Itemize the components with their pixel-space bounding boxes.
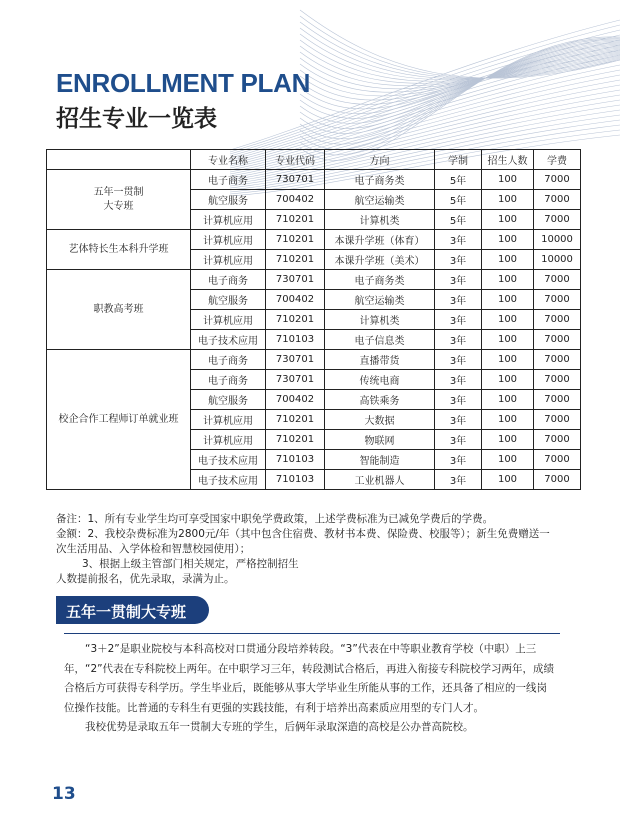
table-cell: 计算机应用 (191, 310, 266, 330)
table-cell: 7000 (534, 310, 581, 330)
table-cell: 计算机类 (325, 210, 435, 230)
table-cell: 730701 (266, 350, 325, 370)
table-cell: 7000 (534, 470, 581, 490)
table-body (47, 170, 581, 490)
table-cell: 730701 (266, 370, 325, 390)
section-divider (64, 633, 560, 634)
header-cell: 学制 (435, 150, 482, 170)
notes-block (56, 512, 556, 587)
table-cell: 100 (482, 330, 534, 350)
table-cell: 7000 (534, 390, 581, 410)
table-cell: 730701 (266, 170, 325, 190)
header-cell: 学费 (534, 150, 581, 170)
page-title-english: ENROLLMENT PLAN (56, 68, 311, 98)
table-row (47, 170, 581, 190)
table-cell: 710103 (266, 330, 325, 350)
table-cell: 3年 (435, 350, 482, 370)
table-cell: 电子技术应用 (191, 470, 266, 490)
table-cell: 航空服务 (191, 390, 266, 410)
table-cell: 3年 (435, 450, 482, 470)
table-cell: 电子商务 (191, 270, 266, 290)
header-cell: 方向 (325, 150, 435, 170)
class-group-cell: 艺体特长生本科升学班 (47, 230, 191, 270)
table-cell: 电子商务类 (325, 270, 435, 290)
table-cell: 计算机应用 (191, 410, 266, 430)
table-cell: 710201 (266, 430, 325, 450)
table-cell: 100 (482, 310, 534, 330)
table-cell: 电子技术应用 (191, 330, 266, 350)
table-cell: 计算机应用 (191, 230, 266, 250)
table-cell: 100 (482, 190, 534, 210)
header-cell: 专业代码 (266, 150, 325, 170)
table-cell: 100 (482, 270, 534, 290)
class-group-cell: 五年一贯制 大专班 (47, 170, 191, 230)
table-cell: 700402 (266, 290, 325, 310)
class-group-cell: 职教高考班 (47, 270, 191, 350)
table-cell: 710201 (266, 230, 325, 250)
table-cell: 710201 (266, 210, 325, 230)
table-cell: 5年 (435, 210, 482, 230)
table-cell: 100 (482, 250, 534, 270)
table-cell: 100 (482, 370, 534, 390)
table-row (47, 350, 581, 370)
table-cell: 710201 (266, 250, 325, 270)
table-cell: 100 (482, 230, 534, 250)
class-group-cell: 校企合作工程师订单就业班 (47, 350, 191, 490)
table-cell: 100 (482, 290, 534, 310)
table-header-row (47, 150, 581, 170)
table-cell: 3年 (435, 330, 482, 350)
page-number: 13 (52, 784, 76, 804)
table-cell: 3年 (435, 470, 482, 490)
table-cell: 7000 (534, 450, 581, 470)
table-cell: 700402 (266, 190, 325, 210)
table-cell: 航空服务 (191, 190, 266, 210)
table-cell: 3年 (435, 410, 482, 430)
table-cell: 3年 (435, 310, 482, 330)
note-line: 金额：2、我校杂费标准为2800元/年（其中包含住宿费、教材书本费、保险费、校服等）；新生免费赠送一次生活用品、入学体检和智慧校园使用）； (56, 528, 550, 555)
table-cell: 电子商务类 (325, 170, 435, 190)
table-cell: 100 (482, 430, 534, 450)
enrollment-table (46, 149, 581, 490)
table-cell: 3年 (435, 230, 482, 250)
table-cell: 电子商务 (191, 370, 266, 390)
table-cell: 730701 (266, 270, 325, 290)
page-title-chinese: 招生专业一览表 (56, 106, 217, 132)
table-cell: 本课升学班（美术） (325, 250, 435, 270)
section-heading-tag (56, 596, 209, 624)
table-cell: 7000 (534, 210, 581, 230)
table-cell: 710103 (266, 450, 325, 470)
header-cell: 招生人数 (482, 150, 534, 170)
table-cell: 本课升学班（体育） (325, 230, 435, 250)
table-cell: 710201 (266, 310, 325, 330)
table-cell: 7000 (534, 190, 581, 210)
table-cell: 电子商务 (191, 350, 266, 370)
table-cell: 高铁乘务 (325, 390, 435, 410)
table-cell: 7000 (534, 430, 581, 450)
table-cell: 电子信息类 (325, 330, 435, 350)
table-cell: 7000 (534, 270, 581, 290)
section-body (64, 640, 556, 738)
note-line: 备注：1、所有专业学生均可享受国家中职免学费政策，上述学费标准为已减免学费后的学费。 (56, 513, 494, 525)
table-cell: 7000 (534, 410, 581, 430)
table-cell: 7000 (534, 290, 581, 310)
note-line: 3、根据上级主管部门相关规定，严格控制招生 (82, 558, 299, 570)
table-cell: 10000 (534, 230, 581, 250)
table-cell: 计算机应用 (191, 430, 266, 450)
table-cell: 100 (482, 170, 534, 190)
table-cell: 7000 (534, 170, 581, 190)
table-cell: 5年 (435, 190, 482, 210)
table-cell: 大数据 (325, 410, 435, 430)
table-cell: 电子技术应用 (191, 450, 266, 470)
table-cell: 3年 (435, 270, 482, 290)
note-line: 人数提前报名，优先录取，录满为止。 (56, 573, 235, 585)
table-cell: 3年 (435, 250, 482, 270)
table-cell: 计算机应用 (191, 250, 266, 270)
table-cell: 700402 (266, 390, 325, 410)
table-cell: 3年 (435, 290, 482, 310)
table-cell: 计算机应用 (191, 210, 266, 230)
table-cell: 3年 (435, 390, 482, 410)
table-cell: 航空运输类 (325, 290, 435, 310)
header-cell: 专业名称 (191, 150, 266, 170)
table-cell: 电子商务 (191, 170, 266, 190)
section-heading: 五年一贯制大专班 (66, 603, 187, 621)
table-cell: 7000 (534, 330, 581, 350)
table-cell: 710201 (266, 410, 325, 430)
body-paragraph: 我校优势是录取五年一贯制大专班的学生，后俩年录取深造的高校是公办普高院校。 (85, 721, 474, 733)
table-cell: 7000 (534, 370, 581, 390)
body-paragraph: “3＋2”是职业院校与本科高校对口贯通分段培养转段。“3”代表在中等职业教育学校（中职）上三年，“2”代表在专科院校上两年。在中职学习三年，转段测试合格后，再进入衔接专科院校学习两年，成绩合格后方可获得专科学历。学生毕业后，既能够从事大学毕业生所能从事的工作，还具备了相应的一线岗位操作技能。比普通的专科生有更强的实践技能，有利于培养出高素质应用型的专门人才。 (64, 643, 555, 714)
table-cell: 100 (482, 390, 534, 410)
table-cell: 计算机类 (325, 310, 435, 330)
table-cell: 工业机器人 (325, 470, 435, 490)
table-cell: 航空运输类 (325, 190, 435, 210)
table-cell: 7000 (534, 350, 581, 370)
table-cell: 710103 (266, 470, 325, 490)
table-cell: 100 (482, 210, 534, 230)
table-cell: 100 (482, 450, 534, 470)
table-row (47, 270, 581, 290)
table-cell: 100 (482, 410, 534, 430)
header-cell-group (47, 150, 191, 170)
table-cell: 直播带货 (325, 350, 435, 370)
table-cell: 3年 (435, 370, 482, 390)
table-cell: 航空服务 (191, 290, 266, 310)
table-cell: 3年 (435, 430, 482, 450)
table-cell: 100 (482, 470, 534, 490)
table-cell: 100 (482, 350, 534, 370)
table-cell: 传统电商 (325, 370, 435, 390)
table-row (47, 230, 581, 250)
table-cell: 智能制造 (325, 450, 435, 470)
table-cell: 5年 (435, 170, 482, 190)
table-cell: 物联网 (325, 430, 435, 450)
table-cell: 10000 (534, 250, 581, 270)
